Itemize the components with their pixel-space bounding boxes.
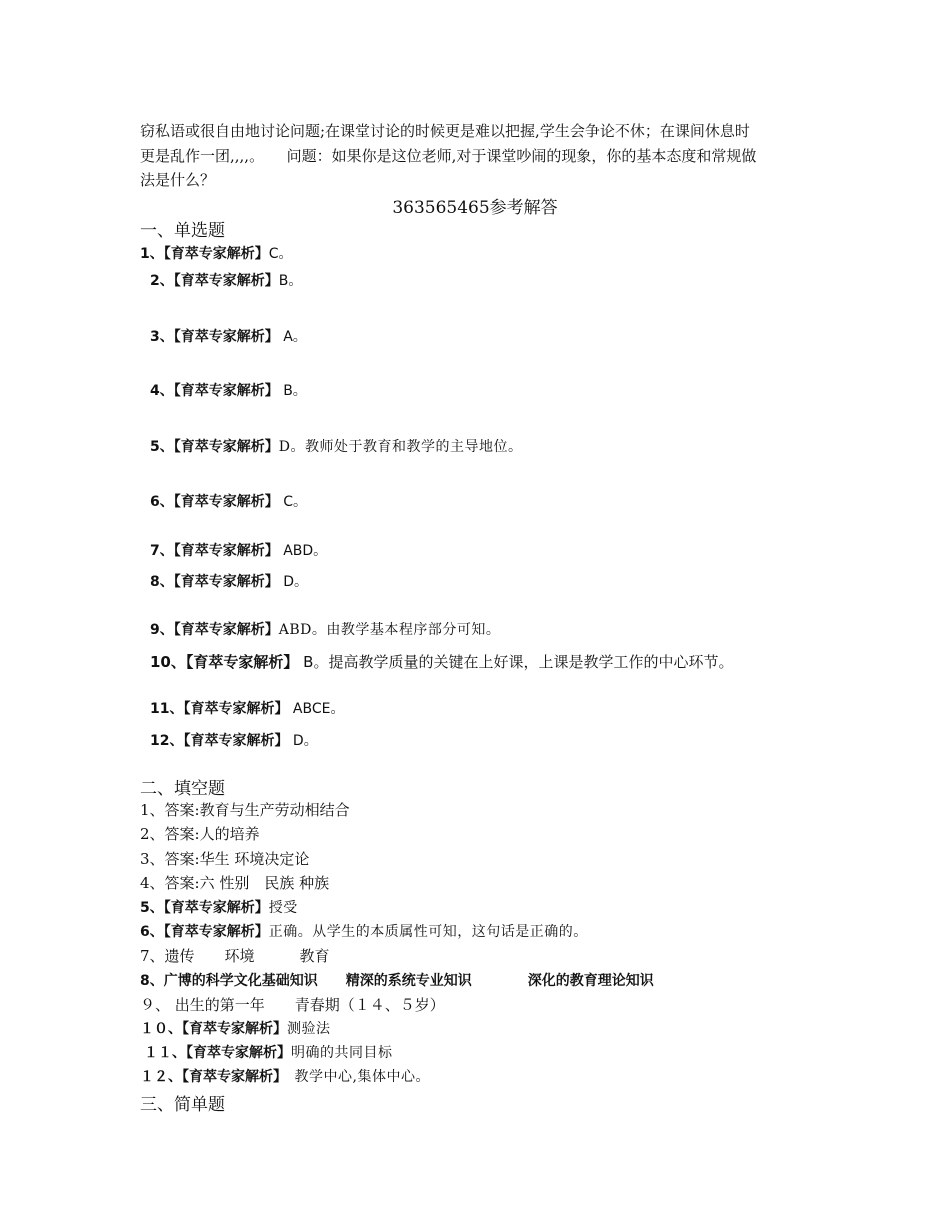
fill-item [140, 921, 588, 941]
fill-item: 7、遗传 环境 教育 [140, 947, 330, 965]
item-number: 5、 [150, 439, 174, 455]
item-text: D。 [278, 574, 308, 590]
item-text: 正确。从学生的本质属性可知，这句话是正确的。 [268, 924, 588, 940]
fill-item: 8、广博的科学文化基础知识 精深的系统专业知识 深化的教育理论知识 [140, 973, 654, 989]
item-number: 12、 [150, 733, 184, 749]
answer-item [150, 491, 307, 511]
item-number: 8、 [150, 574, 174, 590]
item-text: ABD。由教学基本程序部分可知。 [278, 622, 501, 638]
item-number: 9、 [150, 622, 174, 638]
fill-item [140, 1018, 331, 1038]
item-number: 3、 [150, 329, 174, 345]
section-heading-single-choice: 一、单选题 [140, 221, 225, 241]
item-number: 5、 [140, 900, 164, 916]
item-text: ABD。 [278, 543, 328, 559]
item-tag: 【育萃专家解析】 [173, 494, 279, 510]
intro-line-3: 法是什么？ [140, 171, 216, 189]
fill-item: 4、答案:六 性别 民族 种族 [140, 874, 330, 892]
item-text: A。 [278, 329, 307, 345]
answer-item [150, 619, 500, 639]
answer-item [150, 651, 733, 672]
intro-line-2: 更是乱作一团,,,,。 问题：如果你是这位老师,对于课堂吵闹的现象，你的基本态度和常规做 [140, 147, 757, 165]
item-number: 7、 [150, 543, 174, 559]
item-tag: 【育萃专家解析】 [182, 1069, 280, 1085]
item-number: 6、 [150, 494, 174, 510]
item-tag: 【育萃专家解析】 [173, 383, 279, 399]
item-text: 授受 [268, 900, 298, 916]
answer-item [150, 436, 522, 456]
item-tag: 【育萃专家解析】 [173, 622, 279, 638]
answer-item [150, 571, 308, 591]
answer-item [150, 326, 307, 346]
item-tag: 【育萃专家解析】 [183, 733, 289, 749]
page-title: 363565465参考解答 [392, 198, 558, 218]
item-tag: 【育萃专家解析】 [183, 701, 289, 717]
item-text: B。 [278, 383, 307, 399]
item-number: 2、 [150, 273, 174, 289]
fill-item: 2、答案:人的培养 [140, 825, 260, 843]
item-number: 6、 [140, 924, 164, 940]
answer-item [150, 698, 345, 718]
intro-line-1: 窃私语或很自由地讨论问题;在课堂讨论的时候更是难以把握,学生会争论不休；在课间休息时 [140, 122, 750, 140]
item-text: D。教师处于教育和教学的主导地位。 [278, 439, 523, 455]
item-text: B。 [278, 273, 303, 289]
item-text: C。 [268, 246, 293, 262]
fill-item [140, 1066, 430, 1086]
section-heading-fill-blank: 二、填空题 [140, 779, 225, 799]
item-tag: 【育萃专家解析】 [182, 1021, 287, 1037]
fill-item: 3、答案:华生 环境决定论 [140, 850, 310, 868]
item-text: 教学中心,集体中心。 [280, 1069, 430, 1085]
item-number: １０、 [140, 1021, 182, 1037]
answer-item [150, 540, 327, 560]
item-tag: 【育萃专家解析】 [173, 439, 279, 455]
answer-item [150, 730, 318, 750]
item-text: ABCE。 [288, 701, 345, 717]
item-tag: 【育萃专家解析】 [163, 924, 269, 940]
answer-item [140, 243, 293, 263]
item-number: 11、 [150, 701, 184, 717]
fill-item [144, 1042, 393, 1062]
answer-item [150, 270, 302, 290]
section-heading-short-answer: 三、简单题 [140, 1095, 225, 1115]
item-tag: 【育萃专家解析】 [163, 246, 269, 262]
item-number: 1、 [140, 246, 164, 262]
item-tag: 【育萃专家解析】 [173, 574, 279, 590]
fill-item: ９、 出生的第一年 青春期（１４、５岁） [140, 996, 445, 1014]
item-number: 10、 [150, 653, 186, 671]
item-tag: 【育萃专家解析】 [173, 543, 279, 559]
item-number: 4、 [150, 383, 174, 399]
item-text: 测验法 [287, 1021, 331, 1037]
fill-item [140, 897, 298, 917]
item-tag: 【育萃专家解析】 [185, 653, 299, 671]
item-text: C。 [278, 494, 307, 510]
item-tag: 【育萃专家解析】 [173, 329, 279, 345]
item-text: D。 [288, 733, 318, 749]
answer-item [150, 380, 307, 400]
item-tag: 【育萃专家解析】 [186, 1045, 291, 1061]
fill-item: 1、答案:教育与生产劳动相结合 [140, 801, 350, 819]
item-text: 明确的共同目标 [291, 1045, 393, 1061]
item-tag: 【育萃专家解析】 [173, 273, 279, 289]
item-number: １１、 [144, 1045, 186, 1061]
item-text: B。提高教学质量的关键在上好课，上课是教学工作的中心环节。 [298, 653, 734, 671]
item-number: １２、 [140, 1069, 182, 1085]
item-tag: 【育萃专家解析】 [163, 900, 269, 916]
